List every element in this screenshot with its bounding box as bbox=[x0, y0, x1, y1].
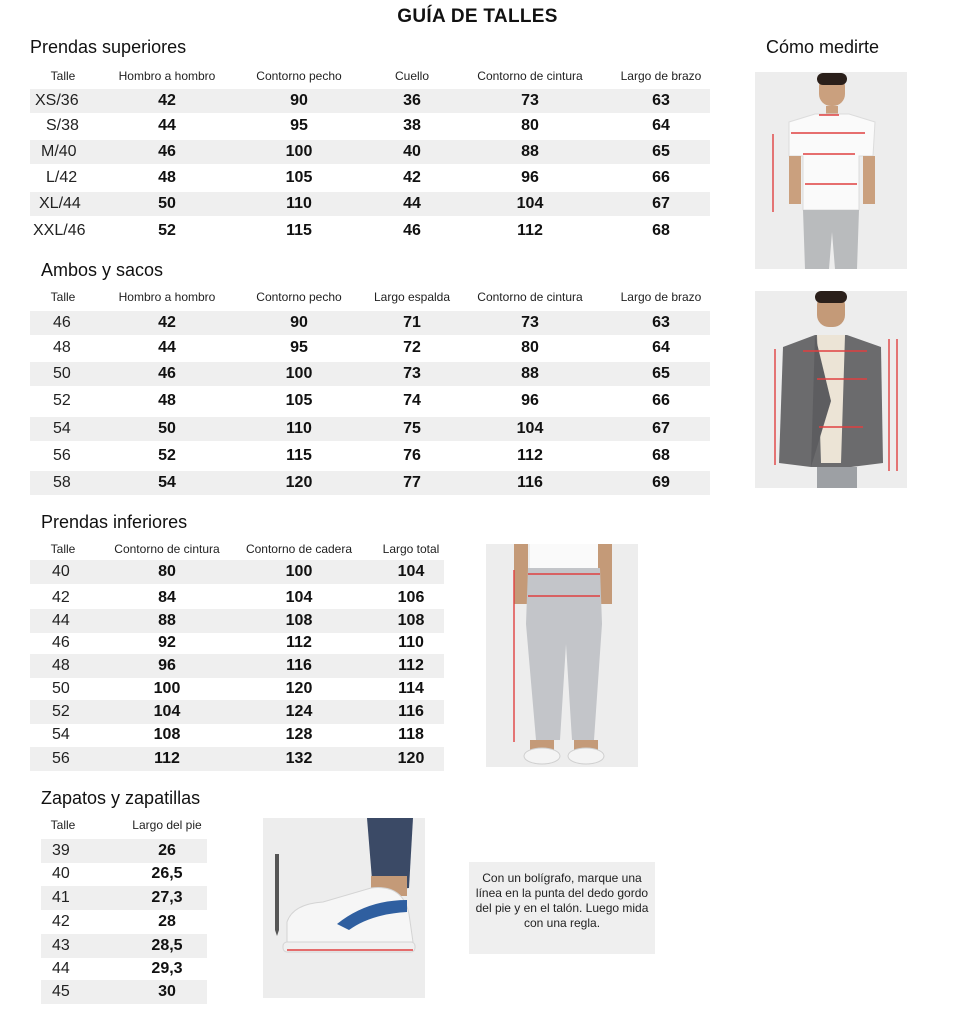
suits-measure-value: 95 bbox=[290, 339, 308, 356]
upper-measure-value: 44 bbox=[158, 117, 176, 134]
lower-measure-value: 108 bbox=[397, 612, 425, 629]
upper-measure-value: 112 bbox=[517, 222, 543, 239]
suits-measure-value: 68 bbox=[652, 447, 670, 464]
suits-measure-value: 96 bbox=[521, 392, 539, 409]
upper-column-header: Contorno de cintura bbox=[477, 69, 583, 83]
suits-size-label: 50 bbox=[53, 365, 71, 382]
upper-column-header: Largo de brazo bbox=[620, 69, 702, 83]
upper-column-header: Contorno pecho bbox=[256, 69, 342, 83]
suits-measure-value: 71 bbox=[403, 314, 421, 331]
suits-measure-value: 46 bbox=[158, 365, 176, 382]
shoes-size-label: 39 bbox=[52, 842, 70, 859]
lower-measure-value: 106 bbox=[397, 589, 425, 606]
lower-size-label: 48 bbox=[52, 657, 70, 674]
suits-measure-value: 104 bbox=[516, 420, 544, 437]
upper-measure-value: 63 bbox=[652, 92, 670, 109]
upper-size-label: S/38 bbox=[46, 117, 79, 134]
shoes-measure-value: 26,5 bbox=[151, 865, 183, 882]
suits-measure-value: 120 bbox=[285, 474, 313, 491]
shoes-size-label: 45 bbox=[52, 983, 70, 1000]
lower-measure-value: 128 bbox=[285, 726, 313, 743]
suits-measure-value: 90 bbox=[290, 314, 308, 331]
suits-measure-value: 65 bbox=[652, 365, 670, 382]
section-title-lower: Prendas inferiores bbox=[41, 512, 188, 532]
section-title-shoes: Zapatos y zapatillas bbox=[41, 788, 201, 808]
upper-measure-value: 50 bbox=[158, 195, 176, 212]
suits-measure-value: 44 bbox=[158, 339, 176, 356]
lower-measure-value: 114 bbox=[398, 680, 424, 697]
upper-measure-value: 42 bbox=[158, 92, 176, 109]
section-title-upper: Prendas superiores bbox=[30, 37, 187, 57]
lower-column-header: Largo total bbox=[382, 542, 440, 556]
lower-size-label: 46 bbox=[52, 634, 70, 651]
how-to-measure-title: Cómo medirte bbox=[766, 37, 880, 57]
upper-size-label: XXL/46 bbox=[33, 222, 86, 239]
shoes-size-label: 42 bbox=[52, 913, 70, 930]
lower-measure-value: 120 bbox=[285, 680, 313, 697]
suits-measure-value: 63 bbox=[652, 314, 670, 331]
upper-measure-value: 42 bbox=[403, 169, 421, 186]
suits-measure-value: 72 bbox=[403, 339, 421, 356]
shoes-column-header: Talle bbox=[50, 818, 76, 832]
lower-measure-value: 108 bbox=[153, 726, 181, 743]
suits-column-header: Talle bbox=[50, 290, 76, 304]
lower-measure-value: 112 bbox=[398, 657, 424, 674]
upper-size-label: XS/36 bbox=[35, 92, 79, 109]
lower-measure-value: 80 bbox=[158, 563, 176, 580]
suits-measure-value: 67 bbox=[652, 420, 670, 437]
shoes-measure-value: 26 bbox=[158, 842, 176, 859]
lower-size-label: 56 bbox=[52, 750, 70, 767]
suits-measure-value: 48 bbox=[158, 392, 176, 409]
lower-measure-value: 88 bbox=[158, 612, 176, 629]
upper-measure-value: 105 bbox=[285, 169, 313, 186]
upper-measure-value: 88 bbox=[521, 143, 539, 160]
upper-measure-value: 66 bbox=[652, 169, 670, 186]
upper-measure-value: 48 bbox=[158, 169, 176, 186]
lower-measure-value: 118 bbox=[398, 726, 424, 743]
lower-measure-value: 104 bbox=[397, 563, 425, 580]
lower-size-label: 44 bbox=[52, 612, 70, 629]
upper-measure-value: 115 bbox=[286, 222, 312, 239]
shoes-measure-value: 30 bbox=[158, 983, 176, 1000]
upper-measure-value: 67 bbox=[652, 195, 670, 212]
upper-measure-value: 95 bbox=[290, 117, 308, 134]
suits-size-label: 52 bbox=[53, 392, 71, 409]
lower-measure-value: 110 bbox=[398, 634, 424, 651]
lower-measure-value: 132 bbox=[285, 750, 313, 767]
lower-measure-value: 108 bbox=[285, 612, 313, 629]
suits-measure-value: 73 bbox=[521, 314, 539, 331]
shoes-measure-value: 27,3 bbox=[151, 889, 183, 906]
upper-measure-value: 40 bbox=[403, 143, 421, 160]
lower-measure-value: 92 bbox=[158, 634, 176, 651]
suits-column-header: Contorno de cintura bbox=[477, 290, 583, 304]
upper-measure-value: 100 bbox=[285, 143, 313, 160]
lower-measure-value: 124 bbox=[285, 703, 313, 720]
lower-measure-value: 112 bbox=[154, 750, 180, 767]
upper-size-label: XL/44 bbox=[39, 195, 81, 212]
shoes-size-label: 43 bbox=[52, 937, 70, 954]
suits-column-header: Largo espalda bbox=[373, 290, 451, 304]
suits-measure-value: 75 bbox=[403, 420, 421, 437]
upper-measure-value: 44 bbox=[403, 195, 421, 212]
suits-measure-value: 77 bbox=[403, 474, 421, 491]
upper-measure-value: 73 bbox=[521, 92, 539, 109]
lower-measure-value: 104 bbox=[153, 703, 181, 720]
suits-measure-value: 80 bbox=[521, 339, 539, 356]
suits-size-label: 46 bbox=[53, 314, 71, 331]
lower-measure-value: 104 bbox=[285, 589, 313, 606]
lower-column-header: Contorno de cadera bbox=[245, 542, 353, 556]
lower-measure-value: 100 bbox=[153, 680, 181, 697]
suits-column-header: Largo de brazo bbox=[620, 290, 702, 304]
suits-measure-value: 88 bbox=[521, 365, 539, 382]
suits-measure-value: 105 bbox=[285, 392, 313, 409]
lower-size-label: 42 bbox=[52, 589, 70, 606]
lower-measure-value: 120 bbox=[397, 750, 425, 767]
suits-measure-value: 115 bbox=[286, 447, 312, 464]
suits-size-label: 54 bbox=[53, 420, 71, 437]
blazer-model-photo bbox=[755, 291, 907, 488]
suits-measure-value: 112 bbox=[517, 447, 543, 464]
shoe-measure-note: Con un bolígrafo, marque una línea en la punta del dedo gordo del pie y en el talón. Luego mida con una regla. bbox=[469, 862, 655, 954]
lower-measure-value: 100 bbox=[285, 563, 313, 580]
shoes-measure-value: 28,5 bbox=[151, 937, 183, 954]
suits-measure-value: 100 bbox=[285, 365, 313, 382]
lower-size-label: 52 bbox=[52, 703, 70, 720]
shoes-size-label: 40 bbox=[52, 865, 70, 882]
upper-measure-value: 46 bbox=[158, 143, 176, 160]
upper-measure-value: 64 bbox=[652, 117, 670, 134]
upper-measure-value: 80 bbox=[521, 117, 539, 134]
shoes-measure-value: 29,3 bbox=[151, 960, 183, 977]
upper-measure-value: 36 bbox=[403, 92, 421, 109]
shoes-measure-value: 28 bbox=[158, 913, 176, 930]
shoes-size-label: 44 bbox=[52, 960, 70, 977]
upper-column-header: Cuello bbox=[394, 69, 430, 83]
upper-measure-value: 110 bbox=[286, 195, 312, 212]
suits-column-header: Contorno pecho bbox=[256, 290, 342, 304]
upper-measure-value: 65 bbox=[652, 143, 670, 160]
upper-measure-value: 90 bbox=[290, 92, 308, 109]
suits-column-header: Hombro a hombro bbox=[118, 290, 216, 304]
shoe-photo bbox=[263, 818, 425, 998]
suits-measure-value: 66 bbox=[652, 392, 670, 409]
upper-measure-value: 38 bbox=[403, 117, 421, 134]
upper-measure-value: 96 bbox=[521, 169, 539, 186]
lower-column-header: Contorno de cintura bbox=[114, 542, 220, 556]
suits-measure-value: 52 bbox=[158, 447, 176, 464]
suits-measure-value: 73 bbox=[403, 365, 421, 382]
lower-measure-value: 112 bbox=[286, 634, 312, 651]
lower-size-label: 40 bbox=[52, 563, 70, 580]
upper-measure-value: 68 bbox=[652, 222, 670, 239]
suits-size-label: 56 bbox=[53, 447, 71, 464]
upper-size-label: M/40 bbox=[41, 143, 77, 160]
lower-measure-value: 84 bbox=[158, 589, 176, 606]
suits-size-label: 48 bbox=[53, 339, 71, 356]
upper-measure-value: 104 bbox=[516, 195, 544, 212]
pants-model-photo bbox=[486, 544, 638, 767]
suits-measure-value: 42 bbox=[158, 314, 176, 331]
upper-measure-value: 46 bbox=[403, 222, 421, 239]
shoes-column-header: Largo del pie bbox=[132, 818, 202, 832]
section-title-suits: Ambos y sacos bbox=[41, 260, 164, 280]
suits-measure-value: 54 bbox=[158, 474, 176, 491]
lower-size-label: 50 bbox=[52, 680, 70, 697]
suits-size-label: 58 bbox=[53, 474, 71, 491]
lower-measure-value: 96 bbox=[158, 657, 176, 674]
upper-measure-value: 52 bbox=[158, 222, 176, 239]
suits-measure-value: 64 bbox=[652, 339, 670, 356]
upper-column-header: Hombro a hombro bbox=[118, 69, 216, 83]
lower-measure-value: 116 bbox=[286, 657, 312, 674]
suits-measure-value: 74 bbox=[403, 392, 421, 409]
suits-measure-value: 69 bbox=[652, 474, 670, 491]
tshirt-model-photo bbox=[755, 72, 907, 269]
suits-measure-value: 116 bbox=[517, 474, 543, 491]
lower-size-label: 54 bbox=[52, 726, 70, 743]
upper-size-label: L/42 bbox=[46, 169, 78, 186]
lower-measure-value: 116 bbox=[398, 703, 424, 720]
suits-measure-value: 110 bbox=[286, 420, 312, 437]
upper-column-header: Talle bbox=[50, 69, 76, 83]
page-title: GUÍA DE TALLES bbox=[397, 6, 558, 27]
lower-column-header: Talle bbox=[50, 542, 76, 556]
suits-measure-value: 76 bbox=[403, 447, 421, 464]
suits-measure-value: 50 bbox=[158, 420, 176, 437]
shoes-size-label: 41 bbox=[52, 889, 70, 906]
